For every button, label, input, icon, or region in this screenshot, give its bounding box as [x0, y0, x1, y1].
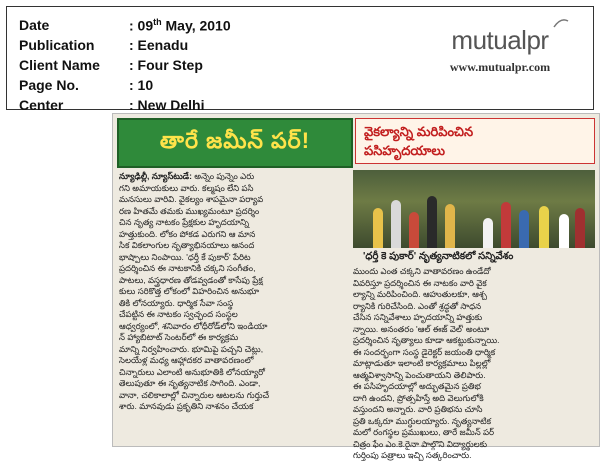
article-line: ర్యానికి గురిచేసింది. ఎంతో శ్రద్ధతో సాధన — [353, 300, 482, 311]
article-line: దాగి ఉందని, ప్రోత్సహిస్తే అది వెలుగులోకి — [353, 392, 484, 403]
article-line: మాన్ని నిర్వహించారు. భూమిపై పచ్చని చెట్లు, — [119, 343, 264, 354]
photo-figure — [501, 202, 511, 248]
article-line: సెలయేళ్ల మధ్య ఆహ్లాదకర వాతావరణంలో — [119, 355, 254, 365]
article-line: హత్తుకుంది. లోకం పోకడ ఎరుగని ఆ మాన — [119, 228, 256, 239]
center-value: : New Delhi — [129, 97, 205, 113]
article-headline: తారే జమీన్ పర్! — [159, 127, 311, 153]
meta-date-row — [19, 15, 231, 35]
photo-figure — [391, 200, 401, 248]
article-line: చిన్నారులు ఎలాంటి అనుభూతికి లోనయ్యారో — [119, 366, 265, 377]
photo-figure — [409, 212, 419, 248]
center-label: Center — [19, 97, 64, 113]
article-line: ప్రదర్శించిన నృత్యాలు కూడా ఆకట్టుకున్నాయి. — [353, 335, 500, 345]
client-label: Client Name — [19, 57, 100, 73]
photo-figure — [483, 218, 493, 248]
publication-value: : Eenadu — [129, 37, 189, 53]
article-line: రణ హితమే తమకు ముఖ్యమంటూ ప్రదర్శిం — [119, 205, 260, 216]
logo-url: www.mutualpr.com — [449, 60, 551, 74]
article-line: ల్యాన్ని మరిపించింది. ఆహుతులకూ, ఆశ్చ — [353, 289, 487, 299]
article-line: ముందు ఎంత చక్కని వాతావరణం ఉండేదో — [353, 266, 491, 276]
photo-figure — [427, 196, 437, 248]
sub-headline-box — [355, 118, 595, 164]
article-line: అన్నెం పున్నెం ఎరు — [194, 171, 255, 181]
article-line: కులు సరికొత్త లోకంలో విహరించిన అనుభూ — [119, 286, 260, 296]
article-line: ఈ పసిహృదయాల్లో అద్భుతమైన ప్రతిభ — [353, 381, 481, 391]
publication-label: Publication — [19, 37, 95, 53]
date-value: : 09th May, 2010 — [129, 16, 231, 34]
headline-banner — [117, 118, 353, 168]
article-line: గుర్తింపు పత్రాలు ఇచ్చి సత్కరించారు. — [353, 450, 472, 460]
photo-figure — [575, 208, 585, 248]
article-line: వానా, చలికాలాల్లో చిన్నారుల ఆటలను గుర్తుచే — [119, 389, 270, 400]
article-column-right — [353, 266, 593, 462]
article-line: న్నాయి. అనంతరం 'ఆల్ ఈజ్ వెల్' అంటూ — [353, 323, 490, 334]
clipping-metadata — [19, 15, 231, 115]
article-line: చిన నృత్య నాటకం ప్రేక్షకుల హృదయాన్ని — [119, 217, 250, 227]
article-line: ఆధ్వర్యంలో, శనివారం లోధీరోడ్‌లోని ఇండియా — [119, 320, 268, 331]
article-line: పాటలు, వస్త్రధారణ తోడవ్వడంతో కాసేపు ప్రేక్ష — [119, 274, 263, 285]
article-line: ప్రతి ఒక్కరూ ముగ్ధులయ్యారు. నృత్యనాటిక — [353, 415, 492, 426]
article-line: మలో రంగస్థల ప్రముఖులు, తారే జమీన్ పర్ — [353, 427, 495, 437]
article-line: తికి లోనయ్యారు. ధార్మిక సేవా సంస్థ — [119, 297, 234, 308]
company-logo — [425, 25, 575, 75]
article-line: గని అమాయకులు వారు. కల్మషం లేని పసి — [119, 182, 254, 193]
meta-center-row — [19, 95, 231, 115]
date-label: Date — [19, 17, 50, 33]
article-line: చేపట్టిన ఈ నాటకం స్వచ్ఛంద సంస్థల — [119, 309, 238, 319]
article-photo — [353, 170, 595, 248]
meta-client-row — [19, 55, 231, 75]
article-line: వివరిస్తూ ప్రదర్శించిన ఈ నాటకం వారి వైక — [353, 277, 487, 288]
article-line: శారు. మానవుడు ప్రకృతిని నాశనం చేయక — [119, 401, 254, 411]
sub-headline-line-1: వైకల్యాన్ని మరిపించిన — [364, 124, 474, 139]
article-line: తెలుపుతూ ఈ నృత్యనాటిక సాగింది. ఎండా, — [119, 378, 261, 388]
article-column-left — [119, 171, 347, 413]
logo-name: mutualpr — [451, 25, 549, 55]
page-value: : 10 — [129, 77, 154, 93]
article-line: వస్తుందని అన్నారు. వారి ప్రతిభను చూసి — [353, 404, 483, 414]
article-line: మనసులు వారివి. వైకల్యం శాపమైనా పర్యావ — [119, 194, 264, 204]
photo-figure — [445, 204, 455, 248]
page-label: Page No. — [19, 77, 79, 93]
dateline: న్యూఢిల్లీ, న్యూస్‌టుడే: — [119, 171, 192, 181]
article-line: ఈ సందర్భంగా సంస్థ డైరెక్టర్ జయంతి ధార్మిక — [353, 346, 496, 357]
meta-page-row — [19, 75, 231, 95]
logo-swoosh-icon — [553, 17, 569, 29]
meta-publication-row — [19, 35, 231, 55]
photo-figure — [559, 214, 569, 248]
article-line: న్ హ్యాబిటాట్ సెంటర్‌లో ఈ కార్యక్రమ — [119, 332, 239, 342]
article-line: చిత్రం ఫేం ఎం.కె.రైనా పాల్గొని విద్యార్థులకు — [353, 438, 488, 449]
newspaper-clipping — [112, 113, 600, 460]
photo-caption: 'ధర్తీ కె పుకార్' నృత్యనాటికలో సన్నివేశం — [363, 251, 514, 262]
sub-headline-line-2: పసిహృదయాలు — [364, 143, 446, 158]
article-line: సిక వికలాంగుల నృత్యాభినయాలు ఆనంద — [119, 240, 255, 250]
article-line: భాష్పాలు నింపాయి. 'ధర్తీ కే పుకార్' పేరిట — [119, 251, 251, 262]
photo-figure — [539, 206, 549, 248]
clipping-header — [6, 6, 594, 113]
article-line: ఆత్మవిశ్వాసాన్ని పెంచుతాయని తెలిపారు. — [353, 369, 486, 380]
photo-figure — [519, 210, 529, 248]
article-line: మాట్లాడుతూ ఇలాంటి కార్యక్రమాలు పిల్లల్లో — [353, 358, 491, 368]
article-line: ప్రదర్శించిన ఈ నాటకానికి చక్కని సంగీతం, — [119, 263, 256, 273]
client-value: : Four Step — [129, 57, 203, 73]
article-line: చేసిన సన్నివేశాలు హృదయాన్ని హత్తుకు — [353, 312, 483, 322]
photo-figure — [373, 208, 383, 248]
